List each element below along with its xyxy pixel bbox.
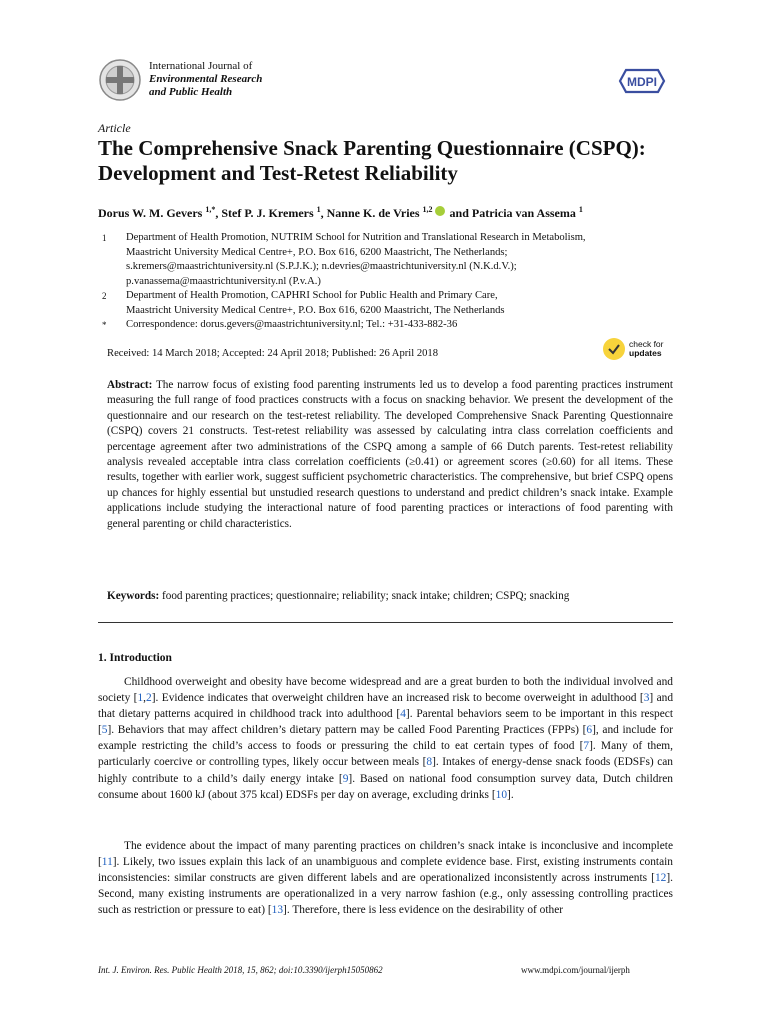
author: and Patricia van Assema (449, 206, 576, 220)
paragraph-text: Childhood overweight and obesity have become widespread and are a great burden to both the individual involved and society [ (98, 676, 673, 705)
publication-dates: Received: 14 March 2018; Accepted: 24 April 2018; Published: 26 April 2018 (107, 348, 439, 359)
citation-link[interactable]: 6 (586, 724, 593, 737)
check-for-updates-button[interactable] (603, 338, 673, 362)
author-sup: 1 (578, 205, 583, 214)
citation-link[interactable]: 12 (654, 872, 667, 885)
citation-link[interactable]: 3 (643, 692, 650, 705)
mdpi-logo-icon[interactable] (614, 68, 670, 94)
citation-link[interactable]: 8 (426, 756, 433, 769)
paragraph-text: ]. (507, 788, 514, 801)
abstract-text: The narrow focus of existing food parenting instruments led us to develop a food parenting practices instrument measuring the full range of food practices constructs with a focus on snacking behavior. We present the development of the questionnaire and our research on the test-retest reliability. The developed Comprehensive Snack Parenting Questionnaire (CSPQ) covers 21 constructs. Test-retest reliability was assessed by calculating intra class correlation coefficients and percentage agreement after two administrations of the CSPQ among a sample of 66 Dutch parents. Test-retest reliability analysis revealed acceptable intra class correlation coefficients (≥0.41) or agreement scores (≥0.60) for all items. These results, together with earlier work, suggest sufficient psychometric characteristics. The comprehensive, but brief CSPQ opens up chances for highly essential but unstudied research questions to understand and predict children’s snack intake. Example applications include studying the interactional nature of food parenting practices or interactions of food parenting with general parenting or child characteristics. (107, 379, 673, 530)
check-updates-line1: check for (629, 339, 664, 349)
intro-paragraph-2 (98, 838, 673, 918)
paragraph-text: ]. Second, many existing instruments are operationalized in a very narrow fashion (e.g., only assessing controlling practices such as restriction or pressure to eat) [ (98, 872, 673, 917)
paragraph-text: ]. Intakes of energy-dense snack foods (EDSFs) can highly contribute to a child’s daily energy intake [ (98, 756, 674, 785)
citation-link[interactable]: 1 (137, 692, 144, 705)
citation-link[interactable]: 2 (146, 692, 152, 705)
paragraph-text: ]. Likely, two issues explain this lack of an unambiguous and complete evidence base. First, existing instruments contain inconsistencies: similar constructs are given different labels and are operationalized inconsistently across instruments [ (98, 856, 673, 885)
abstract-label: Abstract: (107, 379, 153, 391)
citation-link[interactable]: 13 (271, 904, 284, 917)
section-heading: 1. Introduction (98, 652, 172, 664)
author-sup: 1 (316, 205, 321, 214)
author-list: Dorus W. M. Gevers $^{1,*}$, Stef P. J. Kremers $^1$, Nanne K. de Vries $^{1,2}$ and Patricia van Assema $^1$ (98, 205, 583, 220)
section-divider (98, 622, 673, 623)
paragraph-text: The evidence about the impact of many parenting practices on children’s snack intake is inconclusive and incomplete [ (98, 840, 673, 869)
paragraph-text: ]. Parental behaviors seem to be important in this respect [ (98, 708, 673, 737)
journal-logo-icon (98, 58, 142, 102)
affiliation-2: 2 Department of Health Promotion, CAPHRI School for Public Health and Primary Care, Maastricht University Medical Centre+, P.O. Box 616, 6200 Maastricht, The Netherlands (102, 290, 505, 316)
paragraph-text: ]. Many of them, particularly coercive or controlling types, likely occur between meals [ (98, 740, 673, 769)
correspondence: * Correspondence: dorus.gevers@maastrichtuniversity.nl; Tel.: +31-433-882-36 (102, 319, 458, 330)
orcid-icon[interactable] (435, 206, 445, 216)
author: Stef P. J. Kremers (221, 206, 314, 220)
check-updates-icon (603, 338, 625, 360)
keywords-label: Keywords: (107, 590, 160, 602)
journal-name: International Journal of Environmental Research and Public Health (149, 60, 263, 98)
citation-link[interactable]: 11 (101, 856, 113, 869)
author-sup: 1,* (205, 205, 216, 214)
citation-link[interactable]: 7 (583, 740, 590, 753)
article-type: Article (98, 121, 131, 135)
paragraph-text: ]. Based on national food consumption survey data, Dutch children consume about 1600 kJ (about 375 kcal) EDSFs per day on average, excluding drinks [ (98, 772, 673, 801)
paragraph-text: ], and include for example restricting the child’s access to foods or pressuring the child to eat certain types of food [ (98, 724, 673, 753)
paragraph-text: ] and that dietary patterns acquired in childhood track into adulthood [ (98, 692, 674, 721)
paragraph-text: ]. Evidence indicates that overweight children have an increased risk to become overweight in adulthood [ (151, 692, 644, 705)
citation-link[interactable]: 4 (400, 708, 406, 721)
paragraph-text: ]. Behaviors that may affect children’s dietary pattern may be called Food Parenting Practices (FPPs) [ (107, 724, 587, 737)
affiliation-1: 1 Department of Health Promotion, NUTRIM School for Nutrition and Translational Research in Metabolism, Maastricht University Medical Centre+, P.O. Box 616, 6200 Maastricht, The Netherlands; s.kremers@maastrichtuniversity.nl (S.P.J.K.); n.devries@maastrichtuniversity.nl (N.K.d.V.); p.vanassema@maastrichtuniversity.nl (P.v.A.) (102, 232, 586, 287)
article-title: The Comprehensive Snack Parenting Questionnaire (CSPQ): Development and Test-Retest Reliability (98, 136, 646, 185)
footer-url[interactable]: www.mdpi.com/journal/ijerph (521, 965, 630, 975)
author: Dorus W. M. Gevers (98, 206, 203, 220)
citation-link[interactable]: 10 (495, 788, 508, 801)
keywords (107, 590, 673, 602)
citation-link[interactable]: 9 (342, 772, 349, 785)
paragraph-text: ]. Therefore, there is less evidence on the desirability of other (283, 904, 564, 917)
abstract (107, 378, 673, 532)
keywords-text: food parenting practices; questionnaire; reliability; snack intake; children; CSPQ; snacking (162, 590, 570, 602)
author-sup: 1,2 (422, 205, 433, 214)
author: Nanne K. de Vries (326, 206, 420, 220)
footer-citation: Int. J. Environ. Res. Public Health 2018, 15, 862; doi:10.3390/ijerph15050862 (98, 965, 383, 975)
mdpi-logo-text: MDPI (627, 75, 657, 89)
citation-link[interactable]: 5 (101, 724, 108, 737)
check-updates-line2: updates (629, 348, 662, 358)
intro-paragraph-1 (98, 674, 673, 803)
paragraph-text: , (143, 692, 147, 705)
